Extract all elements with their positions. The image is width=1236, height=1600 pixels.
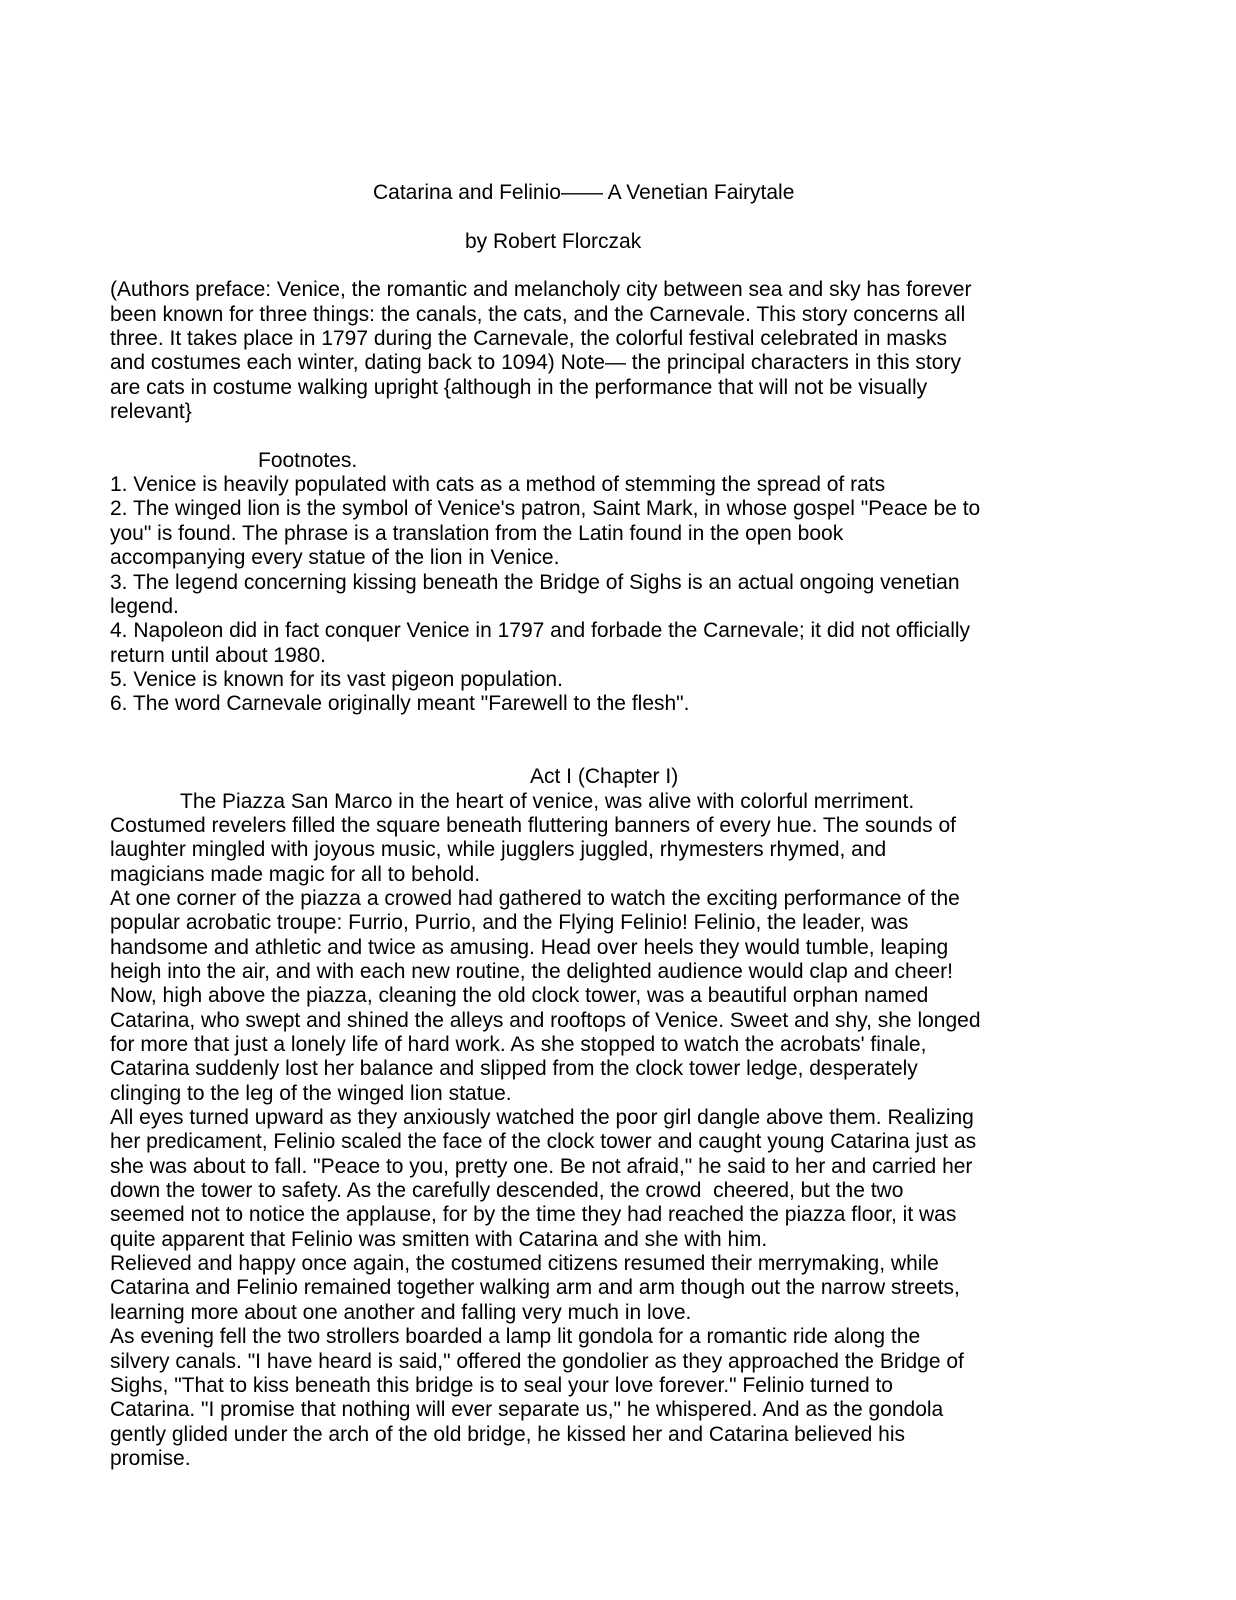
- text-line: 5. Venice is known for its vast pigeon population.: [110, 667, 563, 691]
- blank-line: [110, 717, 1232, 741]
- text-line: Catarina, who swept and shined the alleys and rooftops of Venice. Sweet and shy, she longed: [110, 1008, 981, 1032]
- text-line: learning more about one another and falling very much in love.: [110, 1300, 692, 1324]
- text-line: you" is found. The phrase is a translation from the Latin found in the open book: [110, 521, 844, 545]
- blank-line: [110, 424, 1232, 448]
- text-line: Now, high above the piazza, cleaning the old clock tower, was a beautiful orphan named: [110, 984, 929, 1008]
- text-line: and costumes each winter, dating back to 1094) Note— the principal characters in this story: [110, 351, 961, 375]
- text-line: 1. Venice is heavily populated with cats as a method of stemming the spread of rats: [110, 473, 886, 497]
- text-line: (Authors preface: Venice, the romantic and melancholy city between sea and sky has forever: [110, 278, 972, 302]
- text-line: magicians made magic for all to behold.: [110, 862, 481, 886]
- text-line: promise.: [110, 1446, 191, 1470]
- blank-line: [110, 205, 1232, 229]
- text-line: legend.: [110, 594, 179, 618]
- text-line: All eyes turned upward as they anxiously watched the poor girl dangle above them. Realizing: [110, 1106, 974, 1130]
- text-line: quite apparent that Felinio was smitten with Catarina and she with him.: [110, 1227, 768, 1251]
- blank-line: [110, 741, 1232, 765]
- text-line: for more that just a lonely life of hard work. As she stopped to watch the acrobats' finale,: [110, 1033, 927, 1057]
- text-line: laughter mingled with joyous music, while jugglers juggled, rhymesters rhymed, and: [110, 838, 887, 862]
- text-line: relevant}: [110, 400, 192, 424]
- document-page: [110, 181, 1232, 1471]
- text-line: popular acrobatic troupe: Furrio, Purrio, and the Flying Felinio! Felinio, the leader, was: [110, 911, 909, 935]
- text-line: handsome and athletic and twice as amusing. Head over heels they would tumble, leaping: [110, 935, 949, 959]
- text-line: 2. The winged lion is the symbol of Venice's patron, Saint Mark, in whose gospel "Peace be to: [110, 497, 981, 521]
- text-line: three. It takes place in 1797 during the Carnevale, the colorful festival celebrated in masks: [110, 327, 947, 351]
- text-line: Costumed revelers filled the square beneath fluttering banners of every hue. The sounds of: [110, 813, 956, 837]
- text-line: seemed not to notice the applause, for by the time they had reached the piazza floor, it was: [110, 1203, 957, 1227]
- text-line: Catarina. "I promise that nothing will ever separate us," he whispered. And as the gondola: [110, 1398, 944, 1422]
- text-line: down the tower to safety. As the carefully descended, the crowd cheered, but the two: [110, 1179, 904, 1203]
- text-line: are cats in costume walking upright {although in the performance that will not be visually: [110, 375, 928, 399]
- text-line: Sighs, "That to kiss beneath this bridge is to seal your love forever." Felinio turned to: [110, 1373, 893, 1397]
- text-line: clinging to the leg of the winged lion statue.: [110, 1081, 512, 1105]
- byline: by Robert Florczak: [465, 229, 642, 253]
- text-line: 4. Napoleon did in fact conquer Venice in 1797 and forbade the Carnevale; it did not officially: [110, 619, 971, 643]
- text-line: silvery canals. "I have heard is said," offered the gondolier as they approached the Bridge of: [110, 1349, 964, 1373]
- text-line: As evening fell the two strollers boarded a lamp lit gondola for a romantic ride along the: [110, 1325, 921, 1349]
- text-line: return until about 1980.: [110, 643, 326, 667]
- text-line: her predicament, Felinio scaled the face of the clock tower and caught young Catarina just as: [110, 1130, 977, 1154]
- text-line: Catarina and Felinio remained together walking arm and arm though out the narrow streets,: [110, 1276, 960, 1300]
- text-line: heigh into the air, and with each new routine, the delighted audience would clap and cheer!: [110, 960, 953, 983]
- text-line: been known for three things: the canals, the cats, and the Carnevale. This story concerns all: [110, 302, 966, 326]
- text-line: gently glided under the arch of the old bridge, he kissed her and Catarina believed his: [110, 1422, 906, 1446]
- text-line: accompanying every statue of the lion in Venice.: [110, 546, 560, 570]
- text-line: Relieved and happy once again, the costumed citizens resumed their merrymaking, while: [110, 1252, 939, 1276]
- text-line: At one corner of the piazza a crowed had gathered to watch the exciting performance of the: [110, 886, 960, 910]
- text-line: 6. The word Carnevale originally meant "Farewell to the flesh".: [110, 692, 690, 716]
- page-title: Catarina and Felinio—— A Venetian Fairytale: [373, 181, 795, 204]
- act-heading: Act I (Chapter I): [530, 765, 679, 789]
- text-line: The Piazza San Marco in the heart of venice, was alive with colorful merriment.: [180, 789, 915, 813]
- text-line: Catarina suddenly lost her balance and slipped from the clock tower ledge, desperately: [110, 1057, 918, 1081]
- text-line: 3. The legend concerning kissing beneath the Bridge of Sighs is an actual ongoing venetian: [110, 570, 960, 594]
- footnotes-heading: Footnotes.: [258, 448, 358, 472]
- text-line: she was about to fall. "Peace to you, pretty one. Be not afraid," he said to her and carried her: [110, 1154, 973, 1178]
- blank-line: [110, 254, 1232, 278]
